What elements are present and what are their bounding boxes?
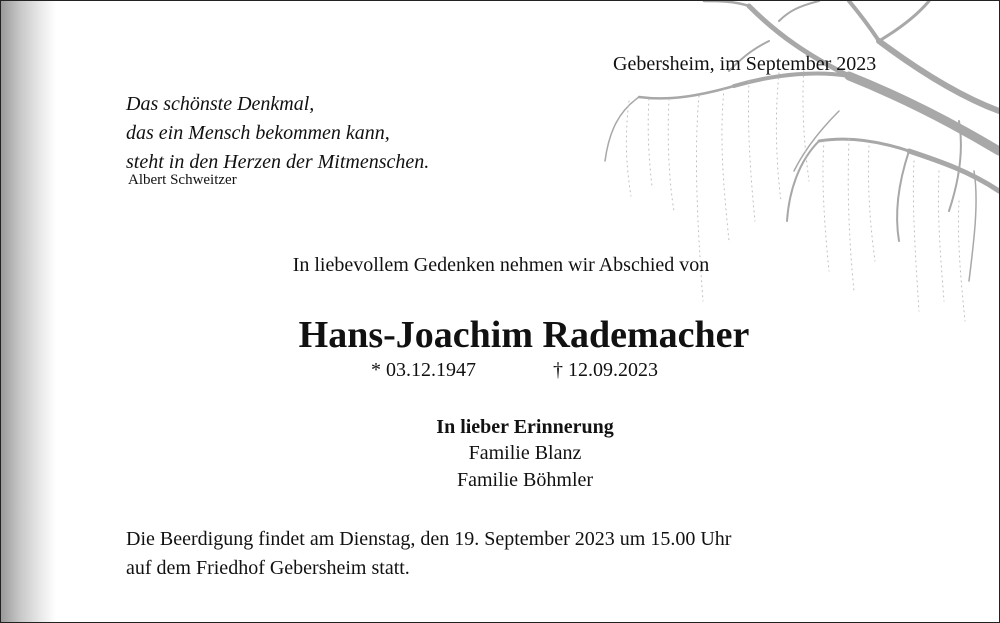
mourner-family: Familie Blanz <box>468 442 582 464</box>
deceased-name: Hans-Joachim Rademacher <box>298 314 750 356</box>
quote-author: Albert Schweitzer <box>128 172 237 188</box>
funeral-notice <box>126 525 731 583</box>
funeral-line: Die Beerdigung findet am Dienstag, den 19. September 2023 um 15.00 Uhr <box>126 528 732 550</box>
page-shadow <box>1 1 56 622</box>
quote-line: steht in den Herzen der Mitmenschen. <box>126 151 430 173</box>
death-date: † 12.09.2023 <box>553 359 658 381</box>
quote-line: das ein Mensch bekommen kann, <box>126 122 390 144</box>
funeral-line: auf dem Friedhof Gebersheim statt. <box>126 557 410 579</box>
farewell-intro: In liebevollem Gedenken nehmen wir Abschied von <box>292 254 710 276</box>
quote-line: Das schönste Denkmal, <box>126 93 315 115</box>
quote <box>126 90 429 177</box>
mourner-family: Familie Böhmler <box>456 469 594 491</box>
birth-date: * 03.12.1947 <box>371 359 476 381</box>
tree-branches-illustration <box>519 1 999 331</box>
place-and-date: Gebersheim, im September 2023 <box>613 53 877 75</box>
mourners-title: In lieber Erinnerung <box>436 416 614 438</box>
